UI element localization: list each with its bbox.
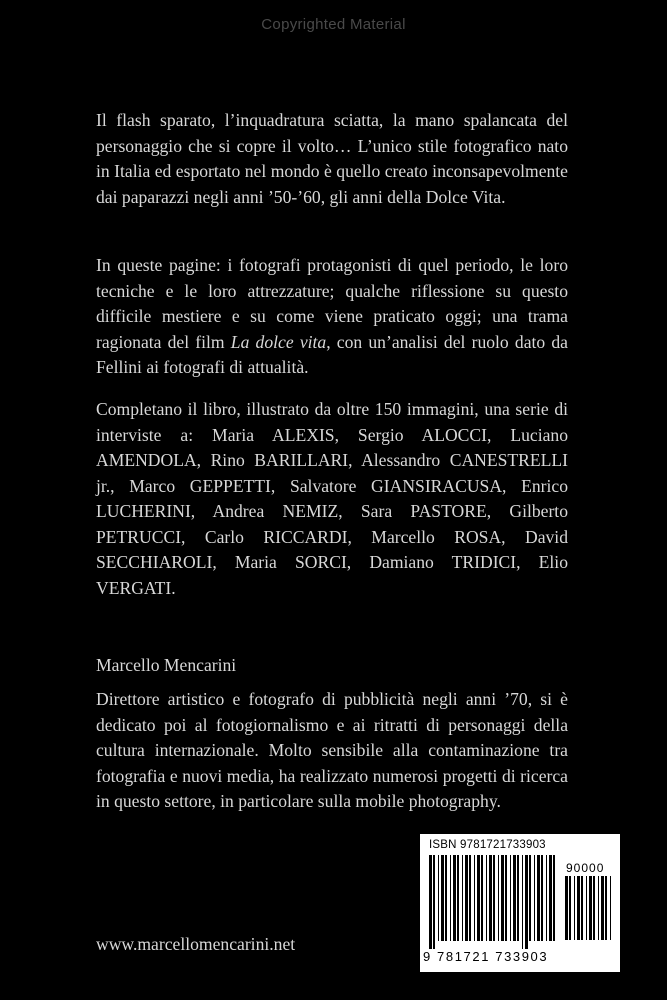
addon-barcode-bars-icon — [565, 876, 613, 948]
film-title: La dolce vita — [230, 331, 327, 352]
description-paragraph-3: Completano il libro, illustrato da oltre 150 immagini, una serie di interviste a: Maria ALEXIS, Sergio ALOCCI, Luciano AMENDOLA, Rino BARILLARI, Alessandro CANESTRELLI jr., Marco GEPPETTI, Salvatore GIANSIRACUSA, Enrico LUCHERINI, Andrea NEMIZ, Sara PASTORE, Gilberto PETRUCCI, Carlo RICCARDI, Marcello ROSA, David SECCHIAROLI, Maria SORCI, Damiano TRIDICI, Elio VERGATI. — [96, 399, 568, 598]
author-name: Marcello Mencarini — [96, 655, 237, 675]
description-paragraph-2 — [96, 253, 568, 381]
watermark: Copyrighted Material — [261, 16, 406, 33]
isbn-barcode — [420, 834, 620, 972]
barcode-bars-icon — [429, 855, 557, 949]
barcode-digits: 9 781721 733903 — [423, 949, 549, 964]
isbn-label: ISBN 9781721733903 — [429, 839, 546, 851]
description-paragraph-1: Il flash sparato, l’inquadratura sciatta, la mano spalancata del personaggio che si copre il volto… L’unico stile fotografico nato in Italia ed esportato nel mondo è quello creato inconsapevolmente dai paparazzi negli anni ’50-’60, gli anni della Dolce Vita. — [96, 110, 568, 207]
paragraph-2-text: In queste pagine: i fotografi protagonisti di quel periodo, le loro tecniche e le loro attrezzature; qualche riflessione su questo difficile mestiere e su come viene praticato oggi; una trama ragionata del film — [96, 255, 568, 352]
paragraph-2-text-end: , con un’analisi del ruolo dato da Fellini ai fotografi di attualità. — [96, 331, 568, 377]
website-url: www.marcellomencarini.net — [96, 934, 296, 954]
author-bio: Direttore artistico e fotografo di pubblicità negli anni ’70, si è dedicato poi al fotogiornalismo e ai ritratti di personaggi della cultura internazionale. Molto sensibile alla contaminazione tra fotografia e nuovi media, ha realizzato numerosi progetti di ricerca in questo settore, in particolare sulla mobile photography. — [96, 689, 568, 811]
price-code: 90000 — [566, 861, 605, 875]
